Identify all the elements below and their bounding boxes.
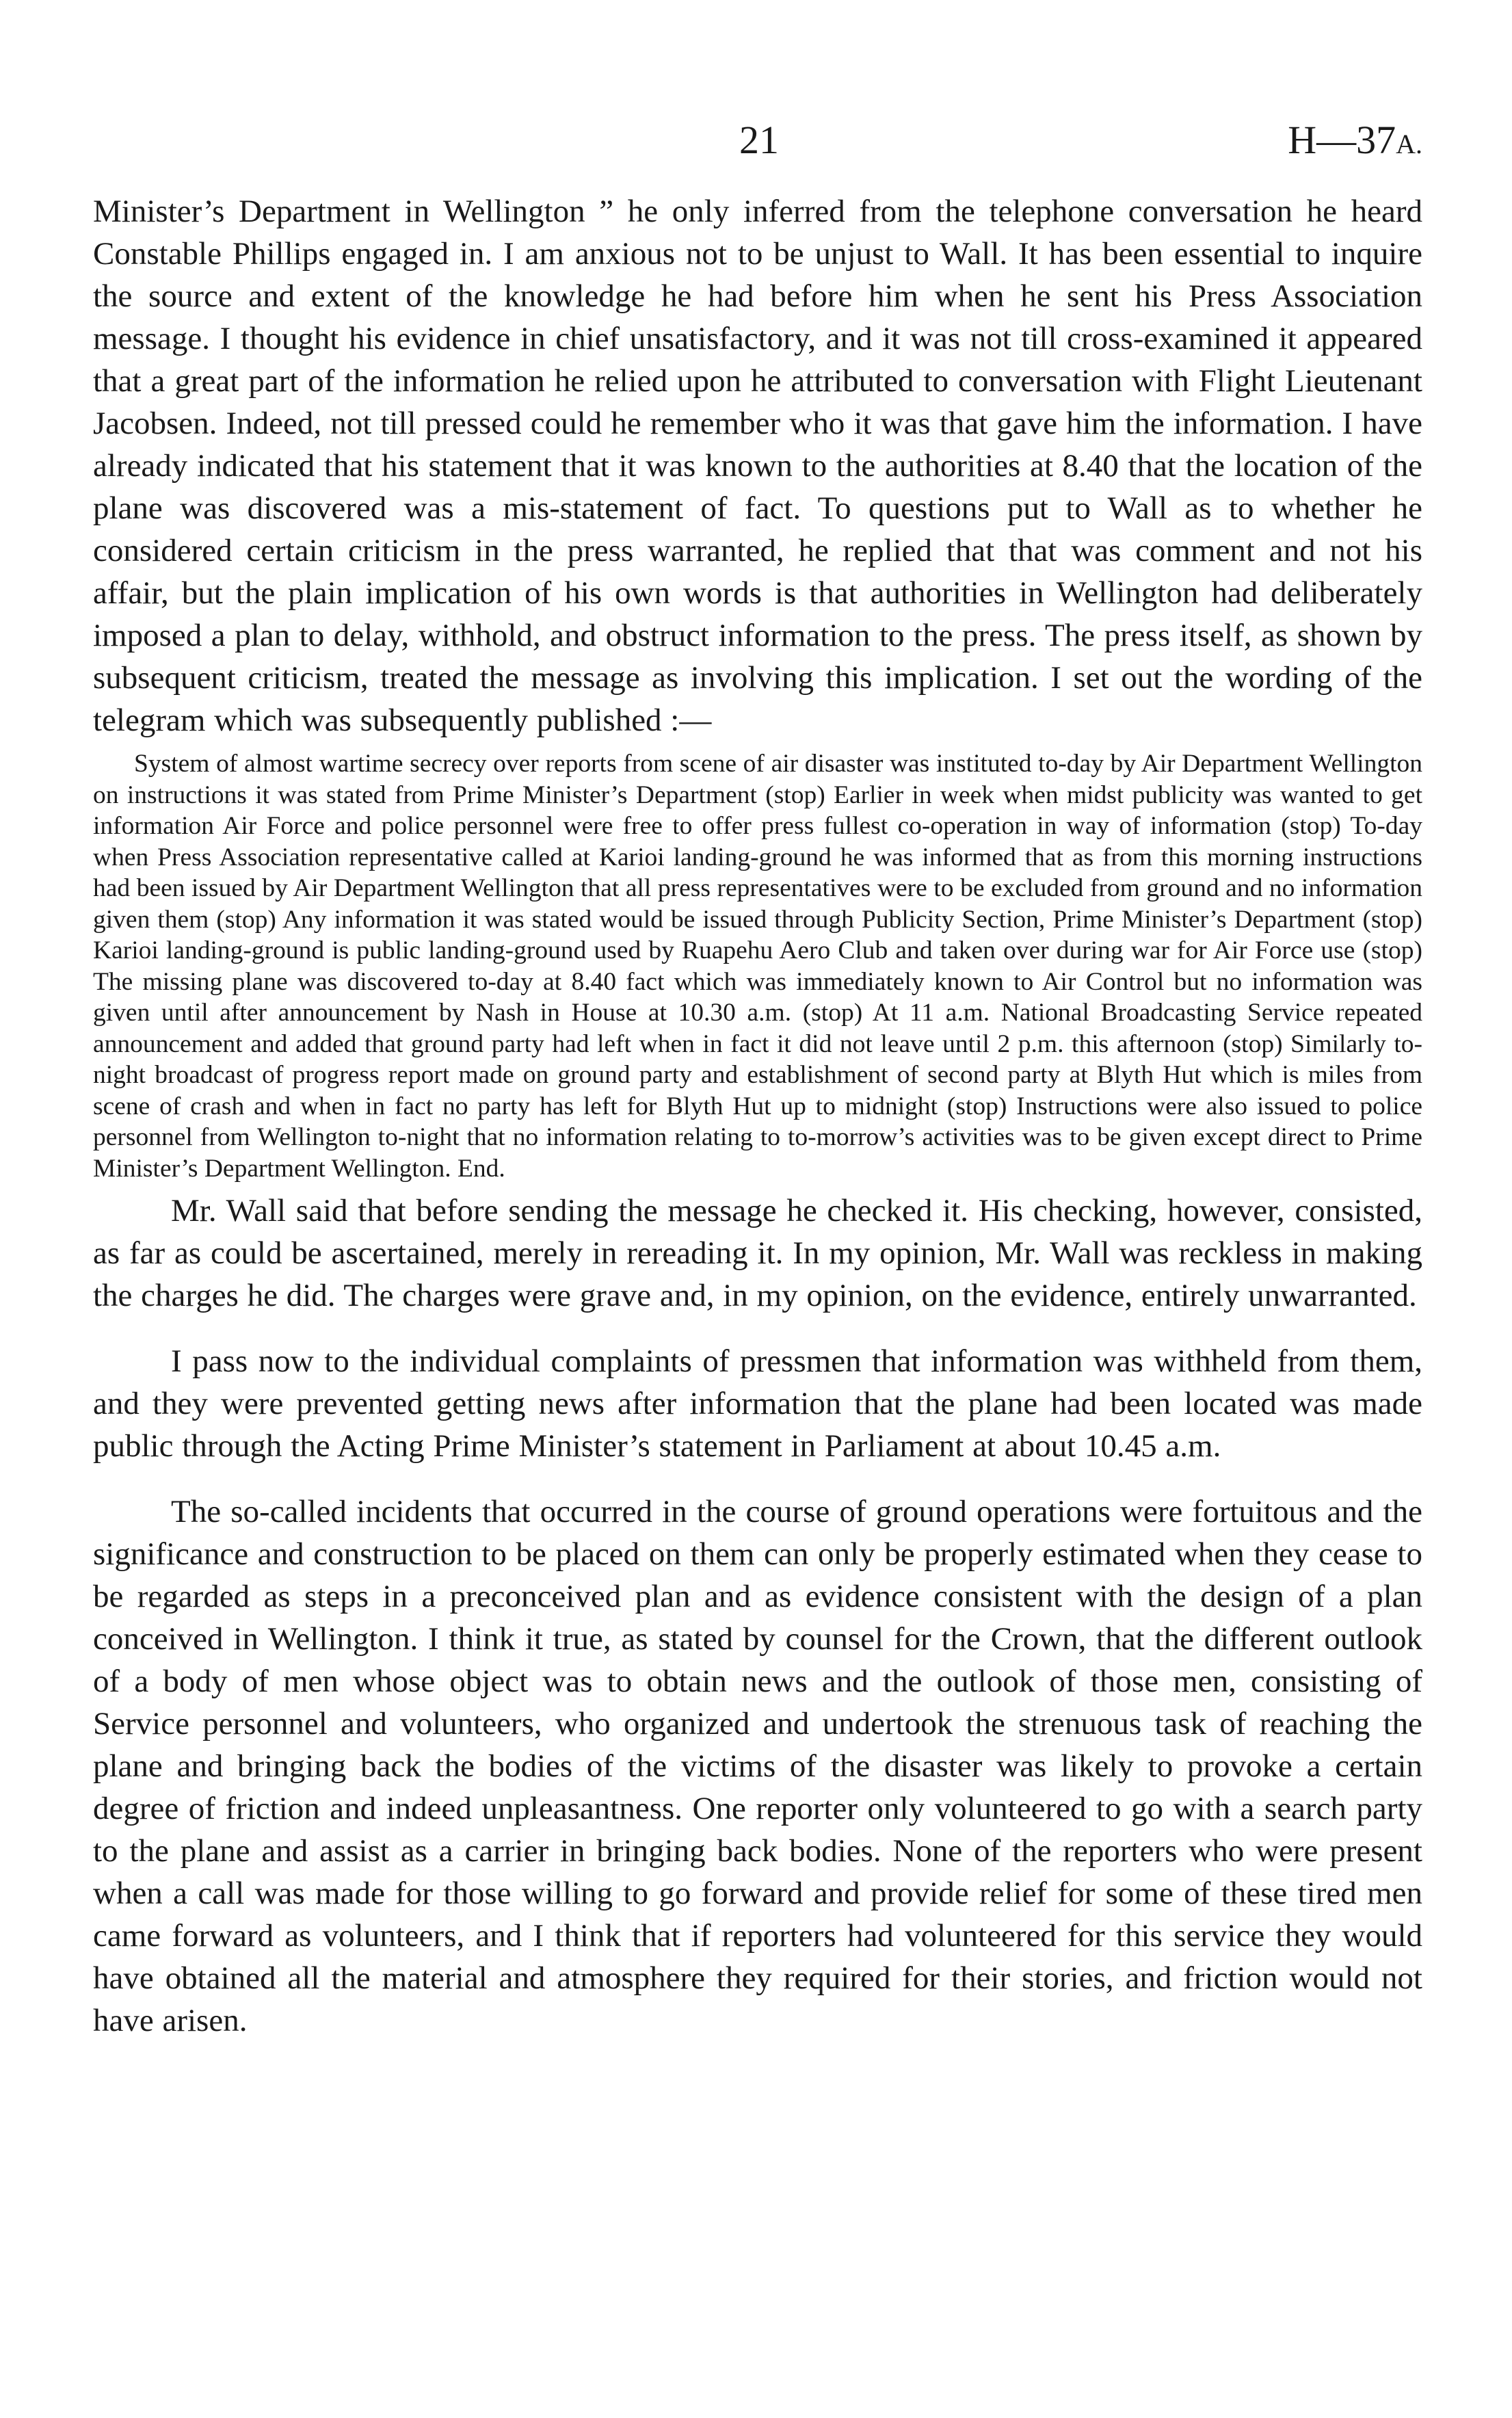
document-reference-suffix: A. (1396, 129, 1422, 159)
telegram-quote: System of almost wartime secrecy over reports from scene of air disaster was instituted to-day by Air Department Wellington on instructions it was stated from Prime Minister’s Department (stop) Earlier in week when midst publicity was wanted to get information Air Force and police personnel were free to offer press fullest co-operation in way of information (stop) To-day when Press Association representative called at Karioi landing-ground he was informed that as from this morning instructions had been issued by Air Department Wellington that all press representatives were to be excluded from ground and no information given them (stop) Any information it was stated would be issued through Publicity Section, Prime Minister’s Department (stop) Karioi landing-ground is public landing-ground used by Ruapehu Aero Club and taken over during war for Air Force use (stop) The missing plane was discovered to-day at 8.40 fact which was immediately known to Air Control but no information was given until after announcement by Nash in House at 10.30 a.m. (stop) At 11 a.m. National Broadcasting Service repeated announcement and added that ground party had left when in fact it did not leave until 2 p.m. this afternoon (stop) Similarly to-night broadcast of progress report made on ground party and establishment of second party at Blyth Hut which is miles from scene of crash and when in fact no party has left for Blyth Hut up to midnight (stop) Instructions were also issued to police personnel from Wellington to-night that no information relating to to-morrow’s activities was to be given except direct to Prime Minister’s Department Wellington. End. (93, 750, 1422, 1183)
paragraph-4: The so-called incidents that occurred in the course of ground operations were fortuitous and the significance and construction to be placed on them can only be properly estimated when they cease to be regarded as steps in a preconceived plan and as evidence consistent with the design of a plan conceived in Wellington. I think it true, as stated by counsel for the Crown, that the different outlook of a body of men whose object was to obtain news and the outlook of those men, consisting of Service personnel and volunteers, who organized and undertook the strenuous task of reaching the plane and bringing back the bodies of the victims of the disaster was likely to provoke a certain degree of friction and indeed unpleasantness. One reporter only volunteered to go with a search party to the plane and assist as a carrier in bringing back bodies. None of the reporters who were present when a call was made for those willing to go forward and provide relief for some of these tired men came forward as volunteers, and I think that if reporters had volunteered for this service they would have obtained all the material and atmosphere they required for their stories, and friction would not have arisen. (93, 1494, 1422, 2038)
page-body (93, 190, 1422, 2042)
paragraph-2: Mr. Wall said that before sending the message he checked it. His checking, however, consisted, as far as could be ascertained, merely in rereading it. In my opinion, Mr. Wall was reckless in making the charges he did. The charges were grave and, in my opinion, on the evidence, entirely unwarranted. (93, 1193, 1422, 1313)
document-reference-main: H—37 (1288, 118, 1396, 162)
paragraph-1: Minister’s Department in Wellington ” he only inferred from the telephone conversation he heard Constable Phillips engaged in. I am anxious not to be unjust to Wall. It has been essential to inquire the source and extent of the knowledge he had before him when he sent his Press Association message. I thought his evidence in chief unsatisfactory, and it was not till cross-examined it appeared that a great part of the information he relied upon he attributed to conversation with Flight Lieutenant Jacobsen. Indeed, not till pressed could he remember who it was that gave him the information. I have already indicated that his statement that it was known to the authorities at 8.40 that the location of the plane was discovered was a mis-statement of fact. To questions put to Wall as to whether he considered certain criticism in the press warranted, he replied that that was comment and not his affair, but the plain implication of his own words is that authorities in Wellington had deliberately imposed a plan to delay, withhold, and obstruct information to the press. The press itself, as shown by subsequent criticism, treated the message as involving this implication. I set out the wording of the telegram which was subsequently published :— (93, 194, 1422, 738)
page-number: 21 (739, 118, 779, 162)
document-reference (1265, 120, 1422, 160)
paragraph-3: I pass now to the individual complaints of pressmen that information was withheld from them, and they were prevented getting news after information that the plane had been located was made public through the Acting Prime Minister’s statement in Parliament at about 10.45 a.m. (93, 1343, 1422, 1464)
